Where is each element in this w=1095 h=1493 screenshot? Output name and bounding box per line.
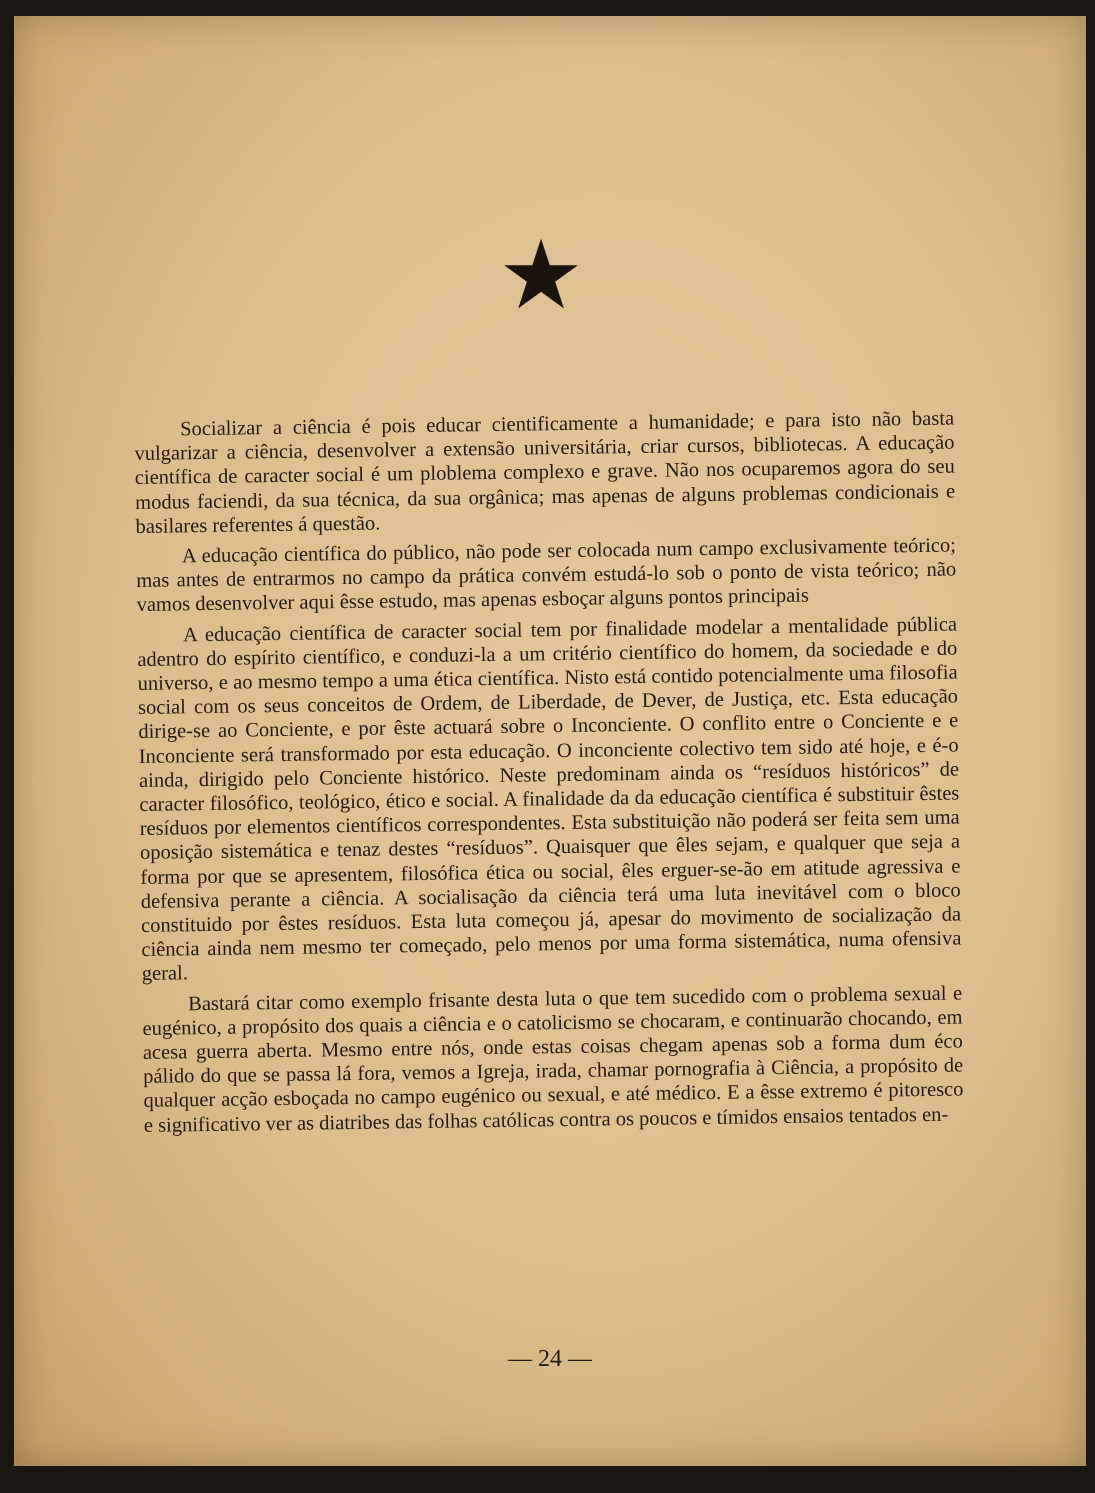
paragraph-1: Socializar a ciência é pois educar cientificamente a humanidade; e para isto não basta vulgarizar a ciência, desenvolver a extensão universitária, criar cursos, bibliotecas. A educação científica de caracter social é um ploblema complexo e grave. Não nos ocuparemos agora do seu modus faciendi, da sua técnica, da sua orgânica; mas apenas de alguns problemas condicionais e basilares referentes á questão.	[134, 407, 956, 538]
paragraph-2: A educação científica do público, não pode ser colocada num campo exclusivamente teórico; mas antes de entrarmos no campo da prática convém estudá-lo sob o ponto de vista teórico; não vamos desenvolver aqui êsse estudo, mas apenas esboçar alguns pontos principais	[136, 534, 957, 617]
star-ornament-icon: ★	[498, 222, 585, 329]
paper-sheet	[14, 16, 1086, 1466]
paragraph-3: A educação científica de caracter social tem por finalidade modelar a mentalidade pública adentro do espírito científico, e conduzi-la a um critério científico do homem, da sociedade e do universo, e ao mesmo tempo a uma ética científica. Nisto está contido potencialmente uma filosofia social com os seus conceitos de Ordem, de Liberdade, de Dever, de Justiça, etc. Esta educação dirige-se ao Conciente, e por êste actuará sobre o Inconciente. O conflito entre o Conciente e e Inconciente será transformado por esta educação. O inconciente colectivo tem sido até hoje, e é-o ainda, dirigido pelo Conciente histórico. Neste predominam ainda os “resíduos históricos” de caracter filosófico, teológico, ético e social. A finalidade da da educação científica é substituir êstes resíduos por elementos científicos correspondentes. Esta substituição não poderá ser feita sem uma oposição sistemática e tenaz destes “resíduos”. Quaisquer que êles sejam, e qualquer que seja a forma por que se apresentem, filosófica ética ou social, êles erguer-se-ão em atitude agressiva e defensiva perante a ciência. A socialisação da ciência terá uma luta inevitável com o bloco constituido por êstes resíduos. Esta luta começou já, apesar do movimento de socialização da ciência ainda nem mesmo ter começado, pelo menos por uma forma sistemática, numa ofensiva geral.	[137, 613, 962, 986]
page-number: — 24 —	[508, 1346, 592, 1372]
body-text	[134, 407, 964, 1138]
paragraph-4: Bastará citar como exemplo frisante desta luta o que tem sucedido com o problema sexual e eugénico, a propósito dos quais a ciência e o catolicismo se chocaram, e continuarão chocando, em acesa guerra aberta. Mesmo entre nós, onde estas coisas chegam apenas sob a forma dum éco pálido do que se passa lá fora, vemos a Igreja, irada, chamar pornografia à Ciência, a propósito de qualquer acção esboçada no campo eugénico ou sexual, e até médico. E a êsse extremo é pitoresco e significativo ver as diatribes das folhas católicas contra os poucos e tímidos ensaios tentados en-	[142, 982, 964, 1137]
